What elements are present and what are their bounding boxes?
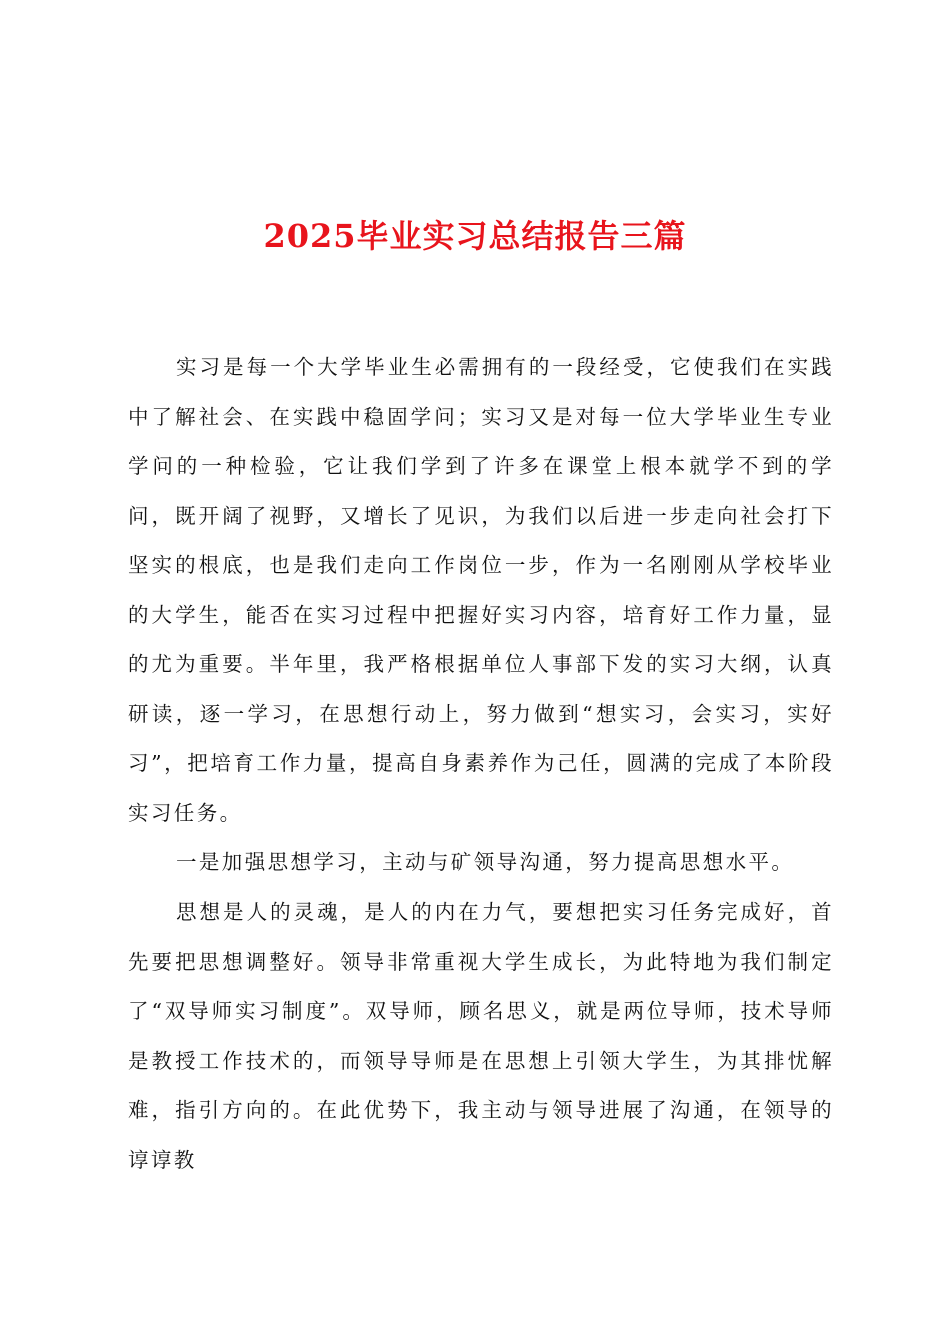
paragraph-intro: 实习是每一个大学毕业生必需拥有的一段经受，它使我们在实践中了解社会、在实践中稳固学问；实习又是对每一位大学毕业生专业学问的一种检验，它让我们学到了许多在课堂上根本就学不到的学问，既开阔了视野，又增长了见识，为我们以后进一步走向社会打下坚实的根底，也是我们走向工作岗位一步，作为一名刚刚从学校毕业的大学生，能否在实习过程中把握好实习内容，培育好工作力量，显的尤为重要。半年里，我严格根据单位人事部下发的实习大纲，认真研读，逐一学习，在思想行动上，努力做到“想实习，会实习，实好习”，把培育工作力量，提高自身素养作为己任，圆满的完成了本阶段实习任务。 [128, 355, 834, 825]
document-title: 2025毕业实习总结报告三篇 [263, 217, 687, 255]
paragraph-section-heading: 一是加强思想学习，主动与矿领导沟通，努力提高思想水平。 [176, 850, 795, 874]
paragraph-section-body: 思想是人的灵魂，是人的内在力气，要想把实习任务完成好，首先要把思想调整好。领导非常重视大学生成长，为此特地为我们制定了“双导师实习制度”。双导师，顾名思义，就是两位导师，技术导师是教授工作技术的，而领导导师是在思想上引领大学生，为其排忧解难，指引方向的。在此优势下，我主动与领导进展了沟通，在领导的谆谆教 [128, 900, 834, 1172]
